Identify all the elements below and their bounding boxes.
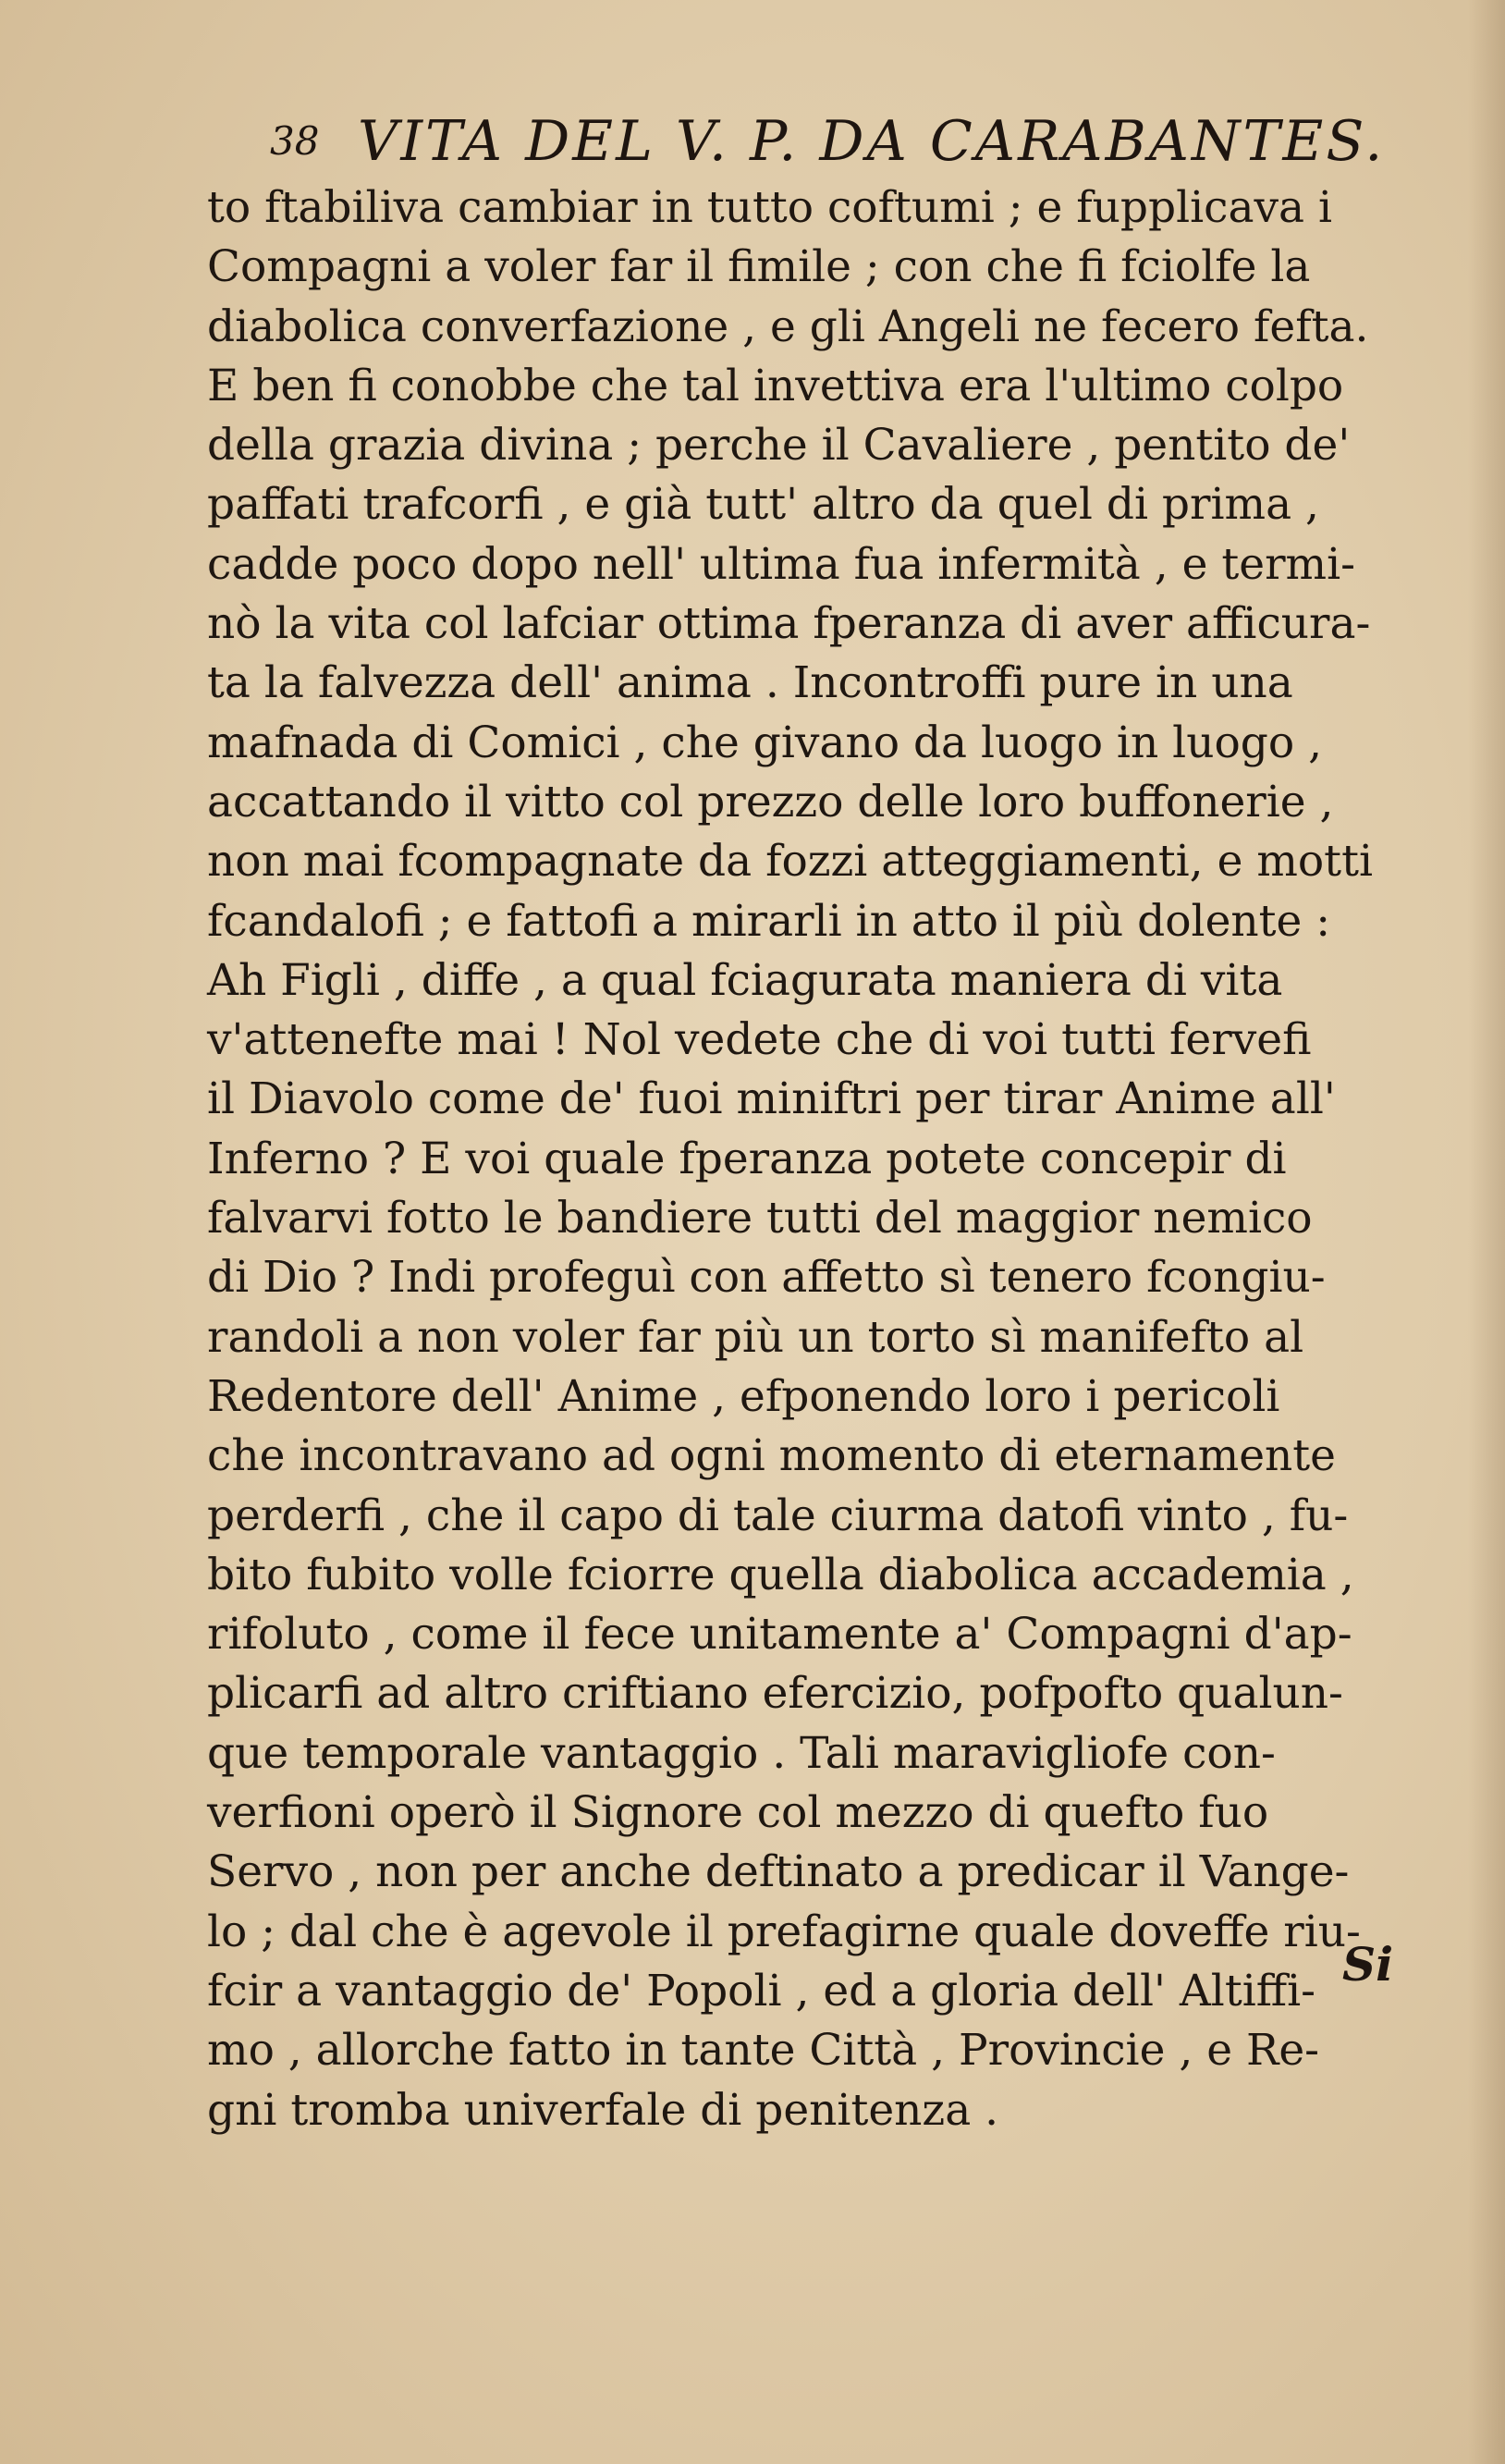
text-line: to ftabiliva cambiar in tutto coftumi ; e fupplicava i bbox=[207, 182, 1333, 233]
text-line: della grazia divina ; perche il Cavaliere , pentito de' bbox=[207, 420, 1351, 472]
text-line: Inferno ? E voi quale fperanza potete concepir di bbox=[207, 1133, 1287, 1184]
page-header bbox=[214, 109, 1490, 183]
text-line: nò la vita col lafciar ottima fperanza di aver afficura- bbox=[207, 598, 1371, 650]
text-line: cadde poco dopo nell' ultima fua infermità , e termi- bbox=[207, 538, 1356, 590]
text-line: bito fubito volle fciorre quella diabolica accademia , bbox=[207, 1549, 1354, 1600]
text-line: accattando il vitto col prezzo delle loro buffonerie , bbox=[207, 776, 1334, 827]
text-line: verfioni operò il Signore col mezzo di quefto fuo bbox=[207, 1787, 1269, 1839]
text-line: Servo , non per anche deftinato a predicar il Vange- bbox=[207, 1846, 1350, 1898]
text-line: che incontravano ad ogni momento di eternamente bbox=[207, 1430, 1336, 1482]
text-line: v'attenefte mai ! Nol vedete che di voi tutti fervefi bbox=[207, 1014, 1312, 1066]
text-line: que temporale vantaggio . Tali maravigliofe con- bbox=[207, 1727, 1276, 1779]
text-line: randoli a non voler far più un torto sì manifefto al bbox=[207, 1311, 1304, 1363]
running-title: VITA DEL V. P. DA CARABANTES. bbox=[358, 109, 1386, 174]
text-line: lo ; dal che è agevole il prefagirne quale doveffe riu- bbox=[207, 1906, 1361, 1957]
text-line: mo , allorche fatto in tante Città , Provincie , e Re- bbox=[207, 2025, 1320, 2077]
text-line: Redentore dell' Anime , efponendo loro i pericoli bbox=[207, 1370, 1280, 1422]
text-line: Compagni a voler far il fimile ; con che fi fciolfe la bbox=[207, 241, 1311, 293]
page-number: 38 bbox=[270, 118, 320, 164]
text-line: falvarvi fotto le bandiere tutti del maggior nemico bbox=[207, 1193, 1313, 1244]
text-line: rifoluto , come il fece unitamente a' Compagni d'ap- bbox=[207, 1609, 1352, 1661]
text-line: diabolica converfazione , e gli Angeli ne fecero fefta. bbox=[207, 300, 1369, 352]
text-line: paffati trafcorfi , e già tutt' altro da quel di prima , bbox=[207, 479, 1319, 531]
text-line: non mai fcompagnate da fozzi atteggiamenti, e motti bbox=[207, 836, 1373, 888]
text-line: mafnada di Comici , che givano da luogo in luogo , bbox=[207, 717, 1323, 768]
text-line: perderfi , che il capo di tale ciurma datofi vinto , fu- bbox=[207, 1489, 1349, 1541]
text-line: Ah Figli , diffe , a qual fciagurata maniera di vita bbox=[207, 954, 1283, 1006]
text-line: il Diavolo come de' fuoi miniftri per tirar Anime all' bbox=[207, 1073, 1336, 1125]
text-line: gni tromba univerfale di penitenza . bbox=[207, 2084, 999, 2136]
text-line: di Dio ? Indi profeguì con affetto sì tenero fcongiu- bbox=[207, 1252, 1326, 1304]
body-text bbox=[207, 178, 1483, 2140]
text-line: E ben fi conobbe che tal invettiva era l'ultimo colpo bbox=[207, 360, 1344, 411]
text-line: plicarfi ad altro criftiano efercizio, pofpofto qualun- bbox=[207, 1668, 1343, 1720]
catchword: Si bbox=[1342, 1937, 1394, 1992]
text-line: ta la falvezza dell' anima . Incontroffi pure in una bbox=[207, 657, 1293, 709]
text-line: fcandalofi ; e fattofi a mirarli in atto il più dolente : bbox=[207, 895, 1331, 947]
text-line: fcir a vantaggio de' Popoli , ed a gloria dell' Altiffi- bbox=[207, 1965, 1316, 2017]
